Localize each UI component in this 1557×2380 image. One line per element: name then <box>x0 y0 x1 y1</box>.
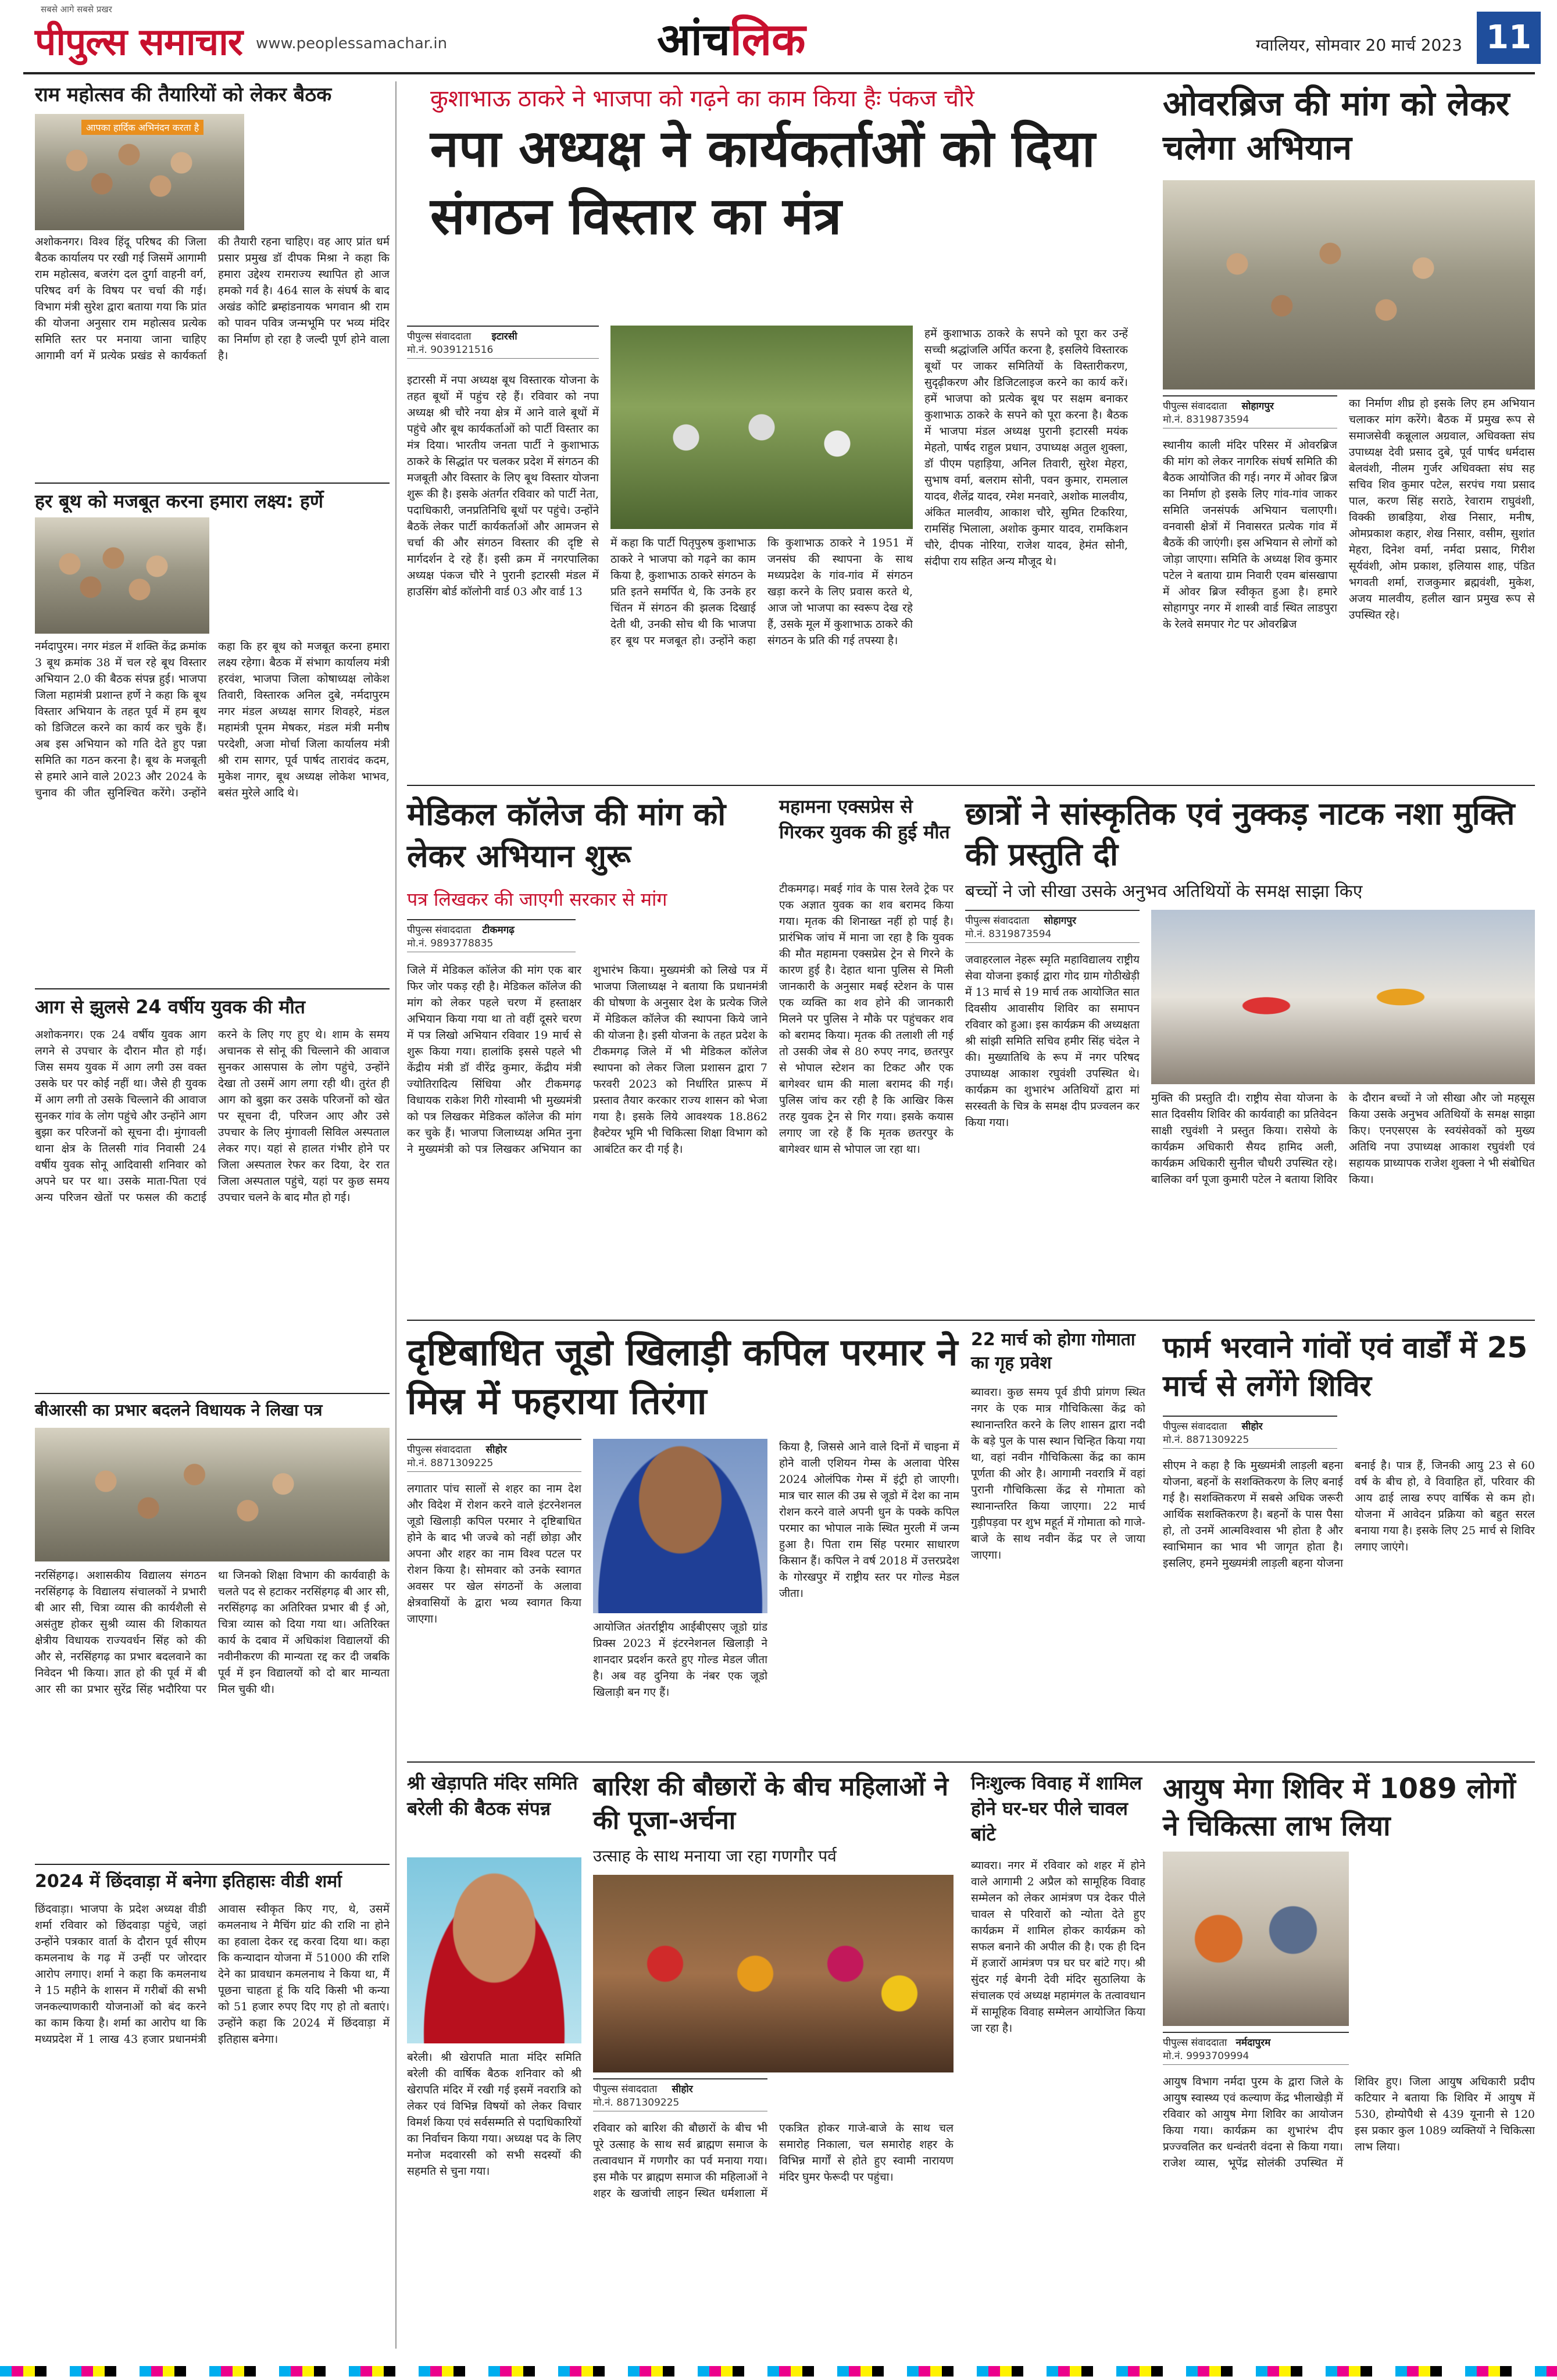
ayush-body: आयुष विभाग नर्मदा पुरम के द्वारा जिले के आयुष स्वास्थ्य एवं कल्याण केंद्र भीलाखेड़ी में रविवार को आयुष मेगा शिविर का आयोजन किया गया। कार्यक्रम का शुभारंभ दीप प्रज्ज्वलित कर धन्वंतरी वंदना से किया गया। राजेश व्यास, भूपेंद्र सोलंकी उपस्थित में शिविर हुए। जिला आयुष अधिकारी प्रदीप कटियार ने बताया कि शिविर में आयुष में 530, होम्योपैथी से 439 यूनानी से 120 इस प्रकार कुल 1089 व्यक्तियों ने चिकित्सा लाभ लिया। <box>1163 2075 1535 2170</box>
byline-city: सीहोर <box>672 2084 693 2095</box>
column-rule <box>395 81 397 2349</box>
byline-name: पीपुल्स संवाददाता <box>407 1444 472 1456</box>
overbridge-body: का निर्माण शीघ्र हो इसके लिए हम अभियान चलाकर मांग करेंगे। बैठक में प्रमुख रूप से समाजसेवी कन्नूलाल अग्रवाल, अधिवक्ता संघ उपाध्यक्ष देवी प्रसाद दुबे, पूर्व पार्षद धर्मदास बेलवंशी, नीलम गुर्जर अधिवक्ता संघ सह सचिव शिव कुमार पटेल, सरपंच गया प्रसाद पाल, करण सिंह सराठे, रेवाराम राघुवंशी, विक्की छाबड़िया, शेख निसार, मनीष, ओमप्रकाश कहार, शेख निसार, वसीम, सुशांत मेहरा, दिनेश वर्मा, नर्मदा प्रसाद, गिरीश सूर्यवंशी, ओम प्रकाश, इलियास शाह, पंडित भगवती शर्मा, राजकुमार ब्रह्मवंशी, मुकेश, अजय मालवीय, हलील खान प्रमुख रूप से उपस्थित रहे। <box>1349 397 1535 621</box>
byline-mobile: मो.नं. 9039121516 <box>407 344 494 356</box>
medical-subhead: पत्र लिखकर की जाएगी सरकार से मांग <box>407 888 667 910</box>
rain-headline: बारिश की बौछारों के बीच महिलाओं ने की पूजा-अर्चना <box>593 1772 949 1835</box>
a1-title: राम महोत्सव की तैयारियों को लेकर बैठक <box>35 83 332 106</box>
khedapati-body: बरेली। श्री खेरापति माता मंदिर समिति बरेली की वार्षिक बैठक शनिवार को श्री खेरापति मंदिर में रखी गई इसमें नवरात्रि को लेकर एवं विभिन्न विषयों को लेकर विचार विमर्श किया एवं सर्वसम्मति से पदाधिकारियों का निर्वाचन किया गया। अध्यक्ष पद के लिए मनोज मदवारसी को सभी सदस्यों की सहमति से चुना गया। <box>407 2051 581 2178</box>
divider <box>407 785 1535 786</box>
medical-story <box>407 794 767 1317</box>
judo-byline <box>407 1439 581 1472</box>
students-photo <box>1151 910 1535 1084</box>
a1-photo <box>35 114 244 230</box>
a2-title: हर बूथ को मजबूत करना हमारा लक्ष्य: हर्णे <box>35 490 323 512</box>
lead-caption: में कहा कि पार्टी पितृपुरुष कुशाभाऊ ठाकरे ने भाजपा को गढ़ने का काम किया है, कुशाभाऊ ठाकरे संगठन के प्रति इतने समर्पित थे, कि उनके हर चिंतन में संगठन की झलक दिखाई देती थी, उनकी सोच थी कि भाजपा हर बूथ पर मजबूत हो। उन्होंने कहा कि कुशाभाऊ ठाकरे ने 1951 में जनसंघ की स्थापना के साथ मध्यप्रदेश के गांव-गांव में संगठन खड़ा करने के लिए प्रवास करते थे, आज जो भाजपा का स्वरूप देख रहे हैं, उसके मूल में कुशाभाऊ ठाकरे की संगठन के प्रति की गई तपस्या है। <box>610 537 913 647</box>
students-subhead: बच्चों ने जो सीखा उसके अनुभव अतिथियों के समक्ष साझा किए <box>965 881 1363 902</box>
marriage-body: ब्यावरा। नगर में रविवार को शहर में होने वाले आगामी 2 अप्रैल को सामूहिक विवाह सम्मेलन को लेकर आमंत्रण पत्र देकर पीले चावल से परिवारों को न्योता देते हुए कार्यक्रम में शामिल होकर कार्यक्रम को सफल बनाने की अपील की है। एक ही दिन में हजारों आमंत्रण पत्र घर घर बांटे गए। श्री सुंदर गई बेगनी देवी मंदिर सुठालिया के संचालक एवं अध्यक्ष महामंगल के तत्वावधान में सामूहिक विवाह सम्मेलन आयोजित किया जा रहा है। <box>971 1859 1145 2035</box>
byline-mobile: मो.नं. 8871309225 <box>1163 1434 1249 1446</box>
a5-title: 2024 में छिंदवाड़ा में बनेगा इतिहासः वीडी शर्मा <box>35 1871 342 1892</box>
marriage-headline: निःशुल्क विवाह में शामिल होने घर-घर पीले चावल बांटे <box>971 1772 1142 1845</box>
express-body: टीकमगढ़। मबई गांव के पास रेलवे ट्रेक पर एक अज्ञात युवक का शव बरामद किया गया। मृतक की शिनाख्त नहीं हो पाई है। प्रारंभिक जांच में माना जा रहा है कि युवक की मौत महामना एक्सप्रेस ट्रेन से गिरने के कारण हुई है। देहात थाना पुलिस से मिली जानकारी के अनुसार मबई स्टेशन के पास एक व्यक्ति का शव होने की जानकारी मिलने पर पुलिस ने मौके पर पहुंचकर शव को बरामद किया। मृतक की तलाशी ली गई तो उसकी जेब से 80 रुपए नगद, छतरपुर से भोपाल स्टेशन का टिकट और एक बागेश्वर धाम की माला बरामद की गई। पुलिस जांच कर रही है कि आखिर किस तरह युवक ट्रेन से गिर गया। इसके कयास लगाए जा रहे हैं कि मृतक छतरपुर के बागेश्वर धाम से भोपाल जा रहा था। <box>779 882 954 1156</box>
rain-subhead: उत्साह के साथ मनाया जा रहा गणगौर पर्व <box>593 1846 837 1866</box>
judo-photo <box>593 1439 767 1613</box>
farm-story <box>1163 1328 1535 1759</box>
ayush-headline: आयुष मेगा शिविर में 1089 लोगों ने चिकित्सा लाभ लिया <box>1163 1773 1516 1842</box>
overbridge-headline: ओवरब्रिज की मांग को लेकर चलेगा अभियान <box>1163 84 1510 167</box>
lead-headline: नपा अध्यक्ष ने कार्यकर्ताओं को दिया संगठन विस्तार का मंत्र <box>430 119 1095 246</box>
a2-photo <box>35 517 209 634</box>
masthead-rule <box>23 72 1535 74</box>
byline-city: सोहागपुर <box>1044 915 1076 927</box>
byline-name: पीपुल्स संवाददाता <box>593 2084 658 2095</box>
a4-body: नरसिंहगढ़। अशासकीय विद्यालय संगठन नरसिंहगढ़ के विद्यालय संचालकों ने प्रभारी बी आर सी, चित्रा व्यास की कार्यशैली से असंतुष्ट होकर सुश्री व्यास की शिकायत क्षेत्रीय विधायक राज्यवर्धन सिंह को की और से, नरसिंहगढ़ का प्रभार बदलवाने का निवेदन भी किया। ज्ञात हो की पूर्व में बी आर सी का प्रभार सुरेंद्र सिंह भदौरिया पर था जिनको शिक्षा विभाग की कार्यवाही के चलते पद से हटाकर नरसिंहगढ़ बी आर सी, नरसिंहगढ़ का अतिरिक्त प्रभार बी ई ओ, चित्रा व्यास को दिया गया था। अतिरिक्त कार्य के दबाव में अधिकांश विद्यालयों की नवीनीकरण की मान्यता रद्द कर दी जबकि पूर्व में इन विद्यालयों को दो बार मान्यता मिल चुकी थी। <box>35 1569 390 1696</box>
marriage-story <box>971 1770 1145 2352</box>
a1-banner: आपका हार्दिक अभिनंदन करता है <box>81 120 203 135</box>
gomata-headline: 22 मार्च को होगा गोमाता का गृह प्रवेश <box>971 1330 1135 1373</box>
farm-byline <box>1163 1416 1337 1449</box>
students-body: जवाहरलाल नेहरू स्मृति महाविद्यालय राष्ट्रीय सेवा योजना इकाई द्वारा गोद ग्राम गोठीखेड़ी में 13 मार्च से 19 मार्च तक आयोजित सात दिवसीय आवासीय शिविर का समापन रविवार को हुआ। इस कार्यक्रम की अध्यक्षता श्री सांझी समिति सचिव हमीर सिंह चंदेल ने की। मुख्यातिथि के रूप में नगर परिषद उपाध्यक्ष आकाश रघुवंशी उपस्थित थे। कार्यक्रम का शुभारंभ अतिथियों द्वारा मां सरस्वती के चित्र के समक्ष दीप प्रज्वलन कर किया गया। <box>965 953 1140 1129</box>
medical-byline <box>407 919 576 952</box>
section-title-b: लिक <box>730 13 806 65</box>
students-caption: मुक्ति की प्रस्तुति दी। राष्ट्रीय सेवा योजना के सात दिवसीय शिविर की कार्यवाही का प्रतिवेदन साक्षी रघुवंशी ने प्रस्तुत किया। रासेयो के कार्यक्रम अधिकारी सैयद हामिद अली, कार्यक्रम अधिकारी सुनील चौधरी उपस्थित रहे। बालिका वर्ग पूजा कुमारी पटेल ने बताया शिविर के दौरान बच्चों ने जो सीखा और जो महसूस किया उसके अनुभव अतिथियों के समक्ष साझा किए। एनएसएस के स्वयंसेवकों को मुख्य अतिथि नपा उपाध्यक्ष आकाश रघुवंशी एवं सहायक प्राध्यापक राजेश शुक्ला ने भी संबोधित किया। <box>1151 1092 1535 1186</box>
a2-body: नर्मदापुरम। नगर मंडल में शक्ति केंद्र क्रमांक 3 बूथ क्रमांक 38 में चल रहे बूथ विस्तार अभियान 2.0 की बैठक संपन्न हुई। भाजपा जिला महामंत्री प्रशान्त हर्णे ने कहा कि बूथ विस्तार अभियान के तहत पूर्व में हम बूथ को डिजिटल करने का कार्य कर चुके हैं। अब इस अभियान को गति देते हुए पन्ना समिति का गठन करना है। बूथ के मजबूती से हमारे आने वाले 2023 और 2024 के चुनाव की जीत सुनिश्चित करेंगे। उन्होंने कहा कि हर बूथ को मजबूत करना हमारा लक्ष्य रहेगा। बैठक में संभाग कार्यालय मंत्री हरवंश, भाजपा जिला कोषाध्यक्ष लोकेश तिवारी, विस्तारक अनिल दुबे, नर्मदापुरम नगर मंडल अध्यक्ष सागर शिवहरे, मंडल महामंत्री पूनम मेषकर, मंडल मंत्री मनीष परदेशी, अजा मोर्चा जिला कार्यालय मंत्री श्री राम सागर, पूर्व पार्षद तारावंद कदम, मुकेश नागर, बूथ अध्यक्ष लोकेश भाभव, बसंत मुरेले आदि थे। <box>35 640 390 799</box>
byline-mobile: मो.नं. 8871309225 <box>407 1457 494 1469</box>
gomata-story <box>971 1328 1145 1759</box>
lead-story <box>407 81 1145 785</box>
lead-kicker: कुशाभाऊ ठाकरे ने भाजपा को गढ़ने का काम किया हैः पंकज चौरे <box>430 85 974 112</box>
divider <box>35 1393 390 1394</box>
ayush-photo <box>1163 1852 1349 2026</box>
gomata-body: ब्यावरा। कुछ समय पूर्व डीपी प्रांगण स्थित नगर के एक मात्र गौचिकित्सा केंद्र को स्थानान्तरित करने के लिए शासन द्वारा नदी के बड़े पुल के पास स्थान चिन्हित किया गया था, वहां नवीन गौचिकित्सा केंद्र का काम पूर्णता की ओर है। आगामी नवरात्रि में वहां पुरानी गौचिकित्सा केंद्र से गोमाता को स्थानान्तरित किया जाएगा। 22 मार्च गुड़ीपड़वा पर शुभ महूर्त में गोमाता को गाजे-बाजे के साथ नवीन केंद्र पर ले जाया जाएगा। <box>971 1386 1145 1561</box>
a4-photo <box>35 1428 390 1561</box>
students-headline: छात्रों ने सांस्कृतिक एवं नुक्कड़ नाटक नशा मुक्ति की प्रस्तुति दी <box>965 795 1515 873</box>
byline-mobile: मो.नं. 8319873594 <box>1163 414 1249 426</box>
dateline: ग्वालियर, सोमवार 20 मार्च 2023 <box>1256 35 1462 55</box>
medical-body: जिले में मेडिकल कॉलेज की मांग एक बार फिर जोर पकड़ रही है। मेडिकल कॉलेज की मांग को लेकर पहले चरण में हस्ताक्षर अभियान किया गया था तो वहीं दूसरे चरण में पत्र लिखो अभियान रविवार 19 मार्च से शुरू किया गया। हालांकि इससे पहले भी केंद्रीय मंत्री डॉ वीरेंद्र कुमार, केंद्रीय मंत्री ज्योतिरादित्य सिंधिया और टीकमगढ़ विधायक राकेश गिरी गोस्वामी भी मुख्यमंत्री को पत्र लिखकर मेडिकल कॉलेज की मांग कर चुके हैं। भाजपा जिलाध्यक्ष अमित नुना ने मुख्यमंत्री को पत्र लिखकर अभियान का शुभारंभ किया। मुख्यमंत्री को लिखे पत्र में भाजपा जिलाध्यक्ष ने बताया कि प्रधानमंत्री की घोषणा के अनुसार देश के प्रत्येक जिले में मेडिकल कॉलेज की स्थापना किये जाने की योजना है। इसी योजना के तहत प्रदेश के टीकमगढ़ जिले में भी मेडिकल कॉलेज स्थापना को लेकर जिला प्रशासन द्वारा 7 फरवरी 2023 को निर्धारित प्रारूप में प्रस्ताव तैयार करकार राज्य शासन को भेजा गया है। इसके लिये आवश्यक 18.862 हैक्टेयर भूमि भी चिकित्सा शिक्षा विभाग को आबंटित कर दी गई है। <box>407 964 767 1156</box>
judo-story <box>407 1328 959 1759</box>
students-story <box>965 794 1535 1317</box>
website-link[interactable]: www.peoplessamachar.in <box>256 35 448 52</box>
byline-city: इटारसी <box>491 331 517 342</box>
byline-mobile: मो.नं. 8319873594 <box>965 928 1052 940</box>
a4-title: बीआरसी का प्रभार बदलने विधायक ने लिखा पत्र <box>35 1400 323 1420</box>
byline-name: पीपुल्स संवाददाता <box>407 331 472 342</box>
divider <box>407 1761 1535 1763</box>
farm-body: सीएम ने कहा है कि मुख्यमंत्री लाड़ली बहना योजना, बहनों के सशक्तिकरण के लिए बनाई गई है। सशक्तिकरण में सबसे अधिक जरूरी आर्थिक सशक्तिकरण है। बहनों के पास पैसा हो, तो उनमें आत्मविश्वास भी होता है और स्वाभिमान का भाव भी जागृत होता है। इसलिए, हमने मुख्यमंत्री लाड़ली बहना योजना बनाई है। पात्र हैं, जिनकी आयु 23 से 60 वर्ष के बीच हो, वे विवाहित हों, परिवार की आय ढाई लाख रुपए वार्षिक से कम हो। योजना में आवेदन प्रक्रिया को बहुत सरल बनाया गया है। इसके लिए 25 मार्च से शिविर लगाए जाएंगे। <box>1163 1459 1535 1570</box>
rain-photo <box>593 1875 954 2072</box>
judo-body: लगातार पांच सालों से शहर का नाम देश और विदेश में रोशन करने वाले इंटरनेशनल जूडो खिलाड़ी कपिल परमार ने दृष्टिबाधित होने के बाद भी जज्बे को नहीं छोड़ा और अपना और शहर का नाम विश्व पटल पर रोशन किया है। सोमवार को उनके स्वागत अवसर पर खेल संगठनों के अलावा क्षेत्रवासियों के द्वारा भव्य स्वागत किया जाएगा। <box>407 1482 581 1625</box>
page-number: 11 <box>1477 12 1541 64</box>
byline-city: नर्मदापुरम <box>1235 2037 1271 2049</box>
byline-mobile: मो.नं. 8871309225 <box>593 2097 680 2109</box>
lead-byline <box>407 326 599 359</box>
section-title <box>657 8 806 68</box>
byline-city: सोहागपुर <box>1241 401 1274 412</box>
express-headline: महामना एक्सप्रेस से गिरकर युवक की हुई मौत <box>779 795 950 843</box>
byline-mobile: मो.नं. 9993709994 <box>1163 2050 1249 2062</box>
judo-headline: दृष्टिबाधित जूडो खिलाड़ी कपिल परमार ने मिस्र में फहराया तिरंगा <box>407 1331 958 1423</box>
a3-title: आग से झुलसे 24 वर्षीय युवक की मौत <box>35 996 305 1018</box>
a5-body: छिंदवाड़ा। भाजपा के प्रदेश अध्यक्ष वीडी शर्मा रविवार को छिंदवाड़ा पहुंचे, जहां उन्होंने पत्रकार वार्ता के दौरान पूर्व सीएम कमलनाथ के गढ़ में उन्हीं पर जोरदार आरोप लगाए। शर्मा ने कहा कि कमलनाथ ने 15 महीने के शासन में गरीबों की सभी जनकल्याणकारी योजनाओं को बंद करने का काम किया है। शर्मा का आरोप था कि मध्यप्रदेश में 1 लाख 43 हजार प्रधानमंत्री आवास स्वीकृत किए गए, थे, उसमें कमलनाथ ने मैचिंग ग्रांट की राशि ना होने का हवाला देकर रद्द करवा दिया था। कहा कि कन्यादान योजना में 51000 की राशि देने का प्रावधान कमलनाथ ने किया था, मैं पूछना चाहता हूं कि यदि किसी भी कन्या को 51 हजार रुपए दिए गए हो तो बताएं। उन्होंने कहा कि 2024 में छिंदवाड़ा में इतिहास बनेगा। <box>35 1903 390 2046</box>
ayush-byline <box>1163 2032 1349 2065</box>
byline-name: पीपुल्स संवाददाता <box>407 924 472 936</box>
express-story <box>779 794 954 1317</box>
judo-body2: किया है, जिससे आने वाले दिनों में चाइना में होने वाली एशियन गेम्स के अलावा पेरिस 2024 ओलंपिक गेम्स में इंट्री हो जाएगी। मात्र चार साल की उम्र से जूडो में देश का नाम रोशन करने वाले अपनी धुन के पक्के कपिल परमार का भोपाल नाके स्थित मुरली में जन्म हुआ है। पिता राम सिंह परमार साधारण किसान हैं। कपिल ने वर्ष 2018 में उत्तरप्रदेश के गोरखपुर में राष्ट्रीय स्तर पर गोल्ड मेडल जीता। <box>779 1441 959 1600</box>
divider <box>35 1864 390 1865</box>
khedapati-story <box>407 1770 581 2352</box>
byline-mobile: मो.नं. 9893778835 <box>407 938 494 949</box>
byline-name: पीपुल्स संवाददाता <box>1163 401 1227 412</box>
paper-logo: पीपुल्स समाचार <box>35 21 242 64</box>
overbridge-body2: स्थानीय काली मंदिर परिसर में ओवरब्रिज की मांग को लेकर नागरिक संघर्ष समिति की बैठक आयोजित की गई। नगर में ओवर ब्रिज का निर्माण हो इसके लिए गांव-गांव जाकर समिति जनसंपर्क अभियान चलाएगी। वनवासी क्षेत्रों में निवासरत प्रत्येक गांव में बैठकें की जाएंगी। इस अभियान से लोगों को जोड़ा जाएगा। समिति के अध्यक्ष शिव कुमार पटेल ने बताया ग्राम निवारी एवम बांसखापा में ओवर ब्रिज स्वीकृत हुआ है। हमारे सोहागपुर नगर में शास्त्री वार्ड स्थित लाडपुरा के रेलवे समपार गेट पर ओवरब्रिज <box>1163 439 1337 631</box>
byline-name: पीपुल्स संवाददाता <box>1163 2037 1227 2049</box>
byline-city: टीकमगढ़ <box>482 924 515 936</box>
byline-name: पीपुल्स संवाददाता <box>965 915 1030 927</box>
divider <box>35 988 390 989</box>
lead-body-right: हमें कुशाभाऊ ठाकरे के सपने को पूरा कर उन्हें सच्ची श्रद्धांजलि अर्पित करना है, इसलिये विस्तारक बूथों पर जाकर समितियों के विस्तारीकरण, सुदृढ़ीकरण और डिजिटलाइज करने का कार्य करें। हमें भाजपा को प्रत्येक बूथ पर सक्षम बनाकर कुशाभाऊ ठाकरे के सपने को पूरा करना है। बैठक में भाजपा मंडल अध्यक्ष पुरानी इटारसी मयंक मेहतो, पार्षद राहुल प्रधान, उपाध्यक्ष अतुल शुक्ला, डॉ पीएम पहाड़िया, अनिल तिवारी, सुरेश मेहरा, सुभाष वर्मा, बलराम सोनी, पवन कुमार, रामलाल यादव, शैलेंद्र यादव, रमेश मनवारे, अशोक मालवीय, अंकित मालवीय, आकाश चौरे, सुमित टिकरिया, रामसिंह भिलाला, अशोक कुमार यादव, रामकिशन चौरे, दीपक नोरिया, राजेश यादव, हेमंत सोनी, संदीपा राय सहित अन्य मौजूद थे। <box>924 327 1128 568</box>
section-title-a: आंच <box>657 13 730 65</box>
registration-bar <box>0 2366 1557 2377</box>
col1 <box>35 81 390 2360</box>
rain-story <box>593 1770 954 2352</box>
farm-headline: फार्म भरवाने गांवों एवं वार्डों में 25 मार्च से लगेंगे शिविर <box>1163 1331 1528 1403</box>
a1-body: अशोकनगर। विश्व हिंदू परिषद की जिला बैठक कार्यालय पर रखी गई जिसमें आगामी राम महोत्सव, बजरंग दल दुर्गा वाहनी वर्ग, परिषद वर्ग के विषय पर चर्चा की गई। विभाग मंत्री सुरेश द्वारा बताया गया कि प्रांत की योजना अनुसार राम महोत्सव प्रत्येक समिति स्तर पर मनाया जाना चाहिए आगामी वर्ग में प्रत्येक प्रखंड से कार्यकर्ता की तैयारी रहना चाहिए। वह आए प्रांत धर्म प्रसार प्रमुख डॉ दीपक मिश्रा ने कहा कि हमारा उद्देश्य रामराज्य स्थापित हो आज हमको गर्व है। 464 साल के संघर्ष के बाद अखंड कोटि ब्रम्हांडनायक भगवान श्री राम को पावन पवित्र जन्मभूमि पर भव्य मंदिर का निर्माण हो रहा है जल्दी पूर्ण होने वाला है। <box>35 235 390 362</box>
judo-caption: आयोजित अंतर्राष्ट्रीय आईबीएसए जूडो ग्रांड प्रिक्स 2023 में इंटरनेशनल खिलाड़ी ने शानदार प्रदर्शन करते हुए गोल्ड मेडल जीता है। अब वह दुनिया के नंबर एक जूडो खिलाड़ी बन गए हैं। <box>593 1621 767 1699</box>
students-byline <box>965 910 1140 943</box>
overbridge-byline <box>1163 395 1337 428</box>
overbridge-photo <box>1163 180 1535 389</box>
divider <box>35 483 390 484</box>
byline-name: पीपुल्स संवाददाता <box>1163 1421 1227 1432</box>
byline-city: सीहोर <box>1241 1421 1263 1432</box>
medical-headline: मेडिकल कॉलेज की मांग को लेकर अभियान शुरू <box>407 796 726 874</box>
rain-byline <box>593 2078 767 2111</box>
a3-body: अशोकनगर। एक 24 वर्षीय युवक आग लगने से उपचार के दौरान मौत हो गई। जिस समय युवक में आग लगी उस वक्त उसके घर पर कोई नहीं था। जैसे ही युवक में आग लगी तो उसके चिल्लाने की आवाज सुनकर गांव के लोग पहुंचे और उन्होंने आग बुझा कर परिजनों को सूचना दी। मुंगावली थाना क्षेत्र के तिलसी गांव निवासी 24 वर्षीय युवक सोनू आदिवासी शनिवार को अपने घर पर था। उसके माता-पिता एवं अन्य परिजन खेतों पर फसल की कटाई करने के लिए गए हुए थे। शाम के समय अचानक से सोनू की चिल्लाने की आवाज सुनकर आसपास के लोग पहुंचे, उन्होंने देखा तो उसमें आग लगा रही थी। तुरंत ही आग को बुझा कर उसके परिजनों को खेत पर सूचना दी, परिजन आए और उसे उपचार के लिए मुंगावली सिविल अस्पताल लेकर गए। यहां से हालत गंभीर होने पर जिला अस्पताल रेफर कर दिया, देर रात जिला अस्पताल पहुंचे, यहां पर कुछ समय उपचार चलने के बाद मौत हो गई। <box>35 1028 390 1204</box>
rain-body: रविवार को बारिश की बौछारों के बीच भी पूरे उत्साह के साथ सर्व ब्राह्मण समाज के तत्वावधान में गणगौर का पर्व मनाया गया। इस मौके पर ब्राह्मण समाज की महिलाओं ने शहर के खजांची लाइन स्थित धर्मशाला में एकत्रित होकर गाजे-बाजे के साथ चल समारोह निकाला, चल समारोह शहर के विभिन्न मार्गों से होते हुए स्वामी नारायण मंदिर घुमर फेरूदी पर पहुंचा। <box>593 2122 954 2200</box>
byline-city: सीहोर <box>485 1444 507 1456</box>
lead-photo <box>610 326 913 529</box>
overbridge-story <box>1163 81 1535 779</box>
tagline: सबसे आगे सबसे प्रखर <box>41 4 112 15</box>
ayush-story <box>1163 1770 1535 2352</box>
divider <box>407 1320 1535 1321</box>
khedapati-headline: श्री खेड़ापति मंदिर समिति बरेली की बैठक संपन्न <box>407 1772 578 1820</box>
masthead <box>0 0 1557 76</box>
lead-body-left: इटारसी में नपा अध्यक्ष बूथ विस्तारक योजना के तहत बूथों में पहुंच रहे हैं। रविवार को नपा अध्यक्ष श्री चौरे नया क्षेत्र में आने वाले बूथों में पहुंचे और बूथ कार्यकर्ताओं को पार्टी विस्तार का मंत्र दिया। भारतीय जनता पार्टी ने कुशाभाऊ ठाकरे के सिद्धांत पर चलकर प्रदेश में संगठन की मजबूती और विस्तार के लिए बूथ विस्तार योजना शुरू की है। इसके अंतर्गत रविवार को पार्टी नेता, पदाधिकारी, जनप्रतिनिधि बूथों पर पहुंचे। उन्होंने बैठकें लेकर पार्टी कार्यकर्ताओं और आमजन से चर्चा की और संगठन विस्तार की दृष्टि से मार्गदर्शन दे रहे हैं। इसी क्रम में नगरपालिका अध्यक्ष पंकज चौरे ने पुरानी इटारसी मंडल में हाउसिंग बोर्ड कॉलोनी वार्ड 03 और वार्ड 13 <box>407 374 599 598</box>
khedapati-photo <box>407 1857 581 2043</box>
